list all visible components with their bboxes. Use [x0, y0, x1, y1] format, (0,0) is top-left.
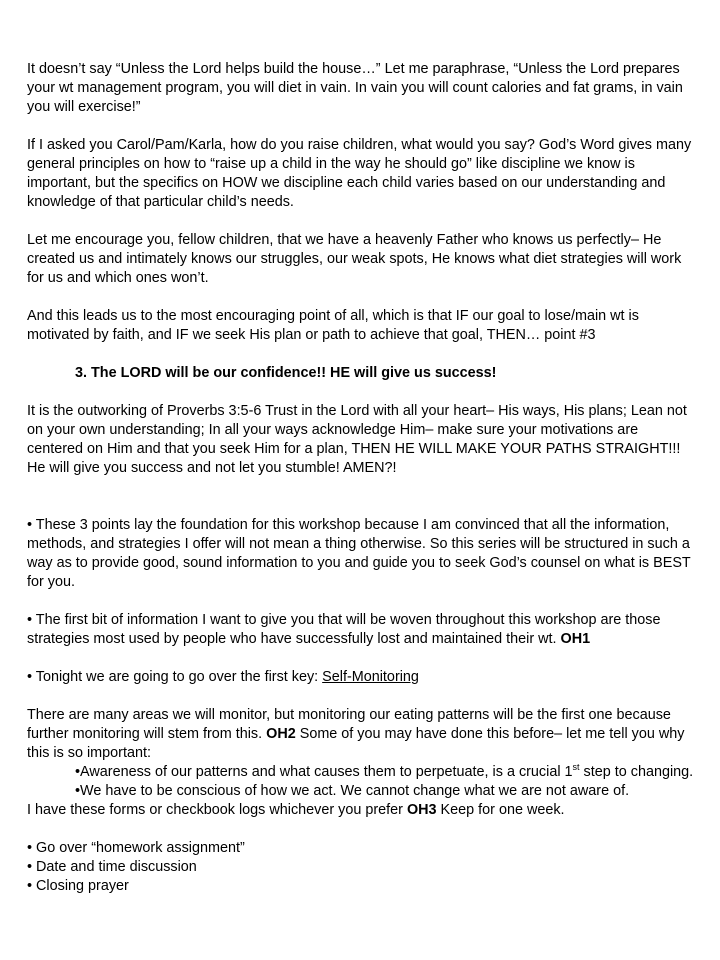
- point-3-heading: 3. The LORD will be our confidence!! HE will give us success!: [75, 365, 497, 381]
- overhead-ref-oh3: OH3: [406, 802, 437, 818]
- paragraph-unless-the-lord: It doesn’t say “Unless the Lord helps build the house…” Let me paraphrase, “Unless the Lord prepares your wt management program, you will diet in vain. In vain you will count calories and fat grams, in vain you will exercise!”: [27, 61, 683, 115]
- bullet-first-key: • Tonight we are going to go over the first key: Self-Monitoring: [27, 669, 419, 685]
- paragraph-raise-children: If I asked you Carol/Pam/Karla, how do you raise children, what would you say? God’s Word gives many general principles on how to “raise up a child in the way he should go” like discipline we know is important, but the specifics on HOW we discipline each child varies based on our understanding and knowledge of that particular child’s needs.: [27, 137, 692, 210]
- paragraph-heavenly-father: Let me encourage you, fellow children, that we have a heavenly Father who knows us perfectly– He created us and intimately knows our struggles, our weak spots, He knows what diet strategies will work for us and which ones won’t.: [27, 232, 682, 286]
- sub-bullet-conscious: •We have to be conscious of how we act. We cannot change what we are not aware of.: [75, 783, 630, 799]
- paragraph-forms: I have these forms or checkbook logs whichever you prefer OH3 Keep for one week.: [27, 802, 565, 818]
- bullet-first-information: • The first bit of information I want to give you that will be woven throughout this workshop are those strategies most used by people who have successfully lost and maintained their wt. OH1: [27, 612, 661, 647]
- sub-bullet-awareness: •Awareness of our patterns and what causes them to perpetuate, is a crucial 1st step to changing.: [75, 762, 694, 780]
- paragraph-monitor-areas: There are many areas we will monitor, but monitoring our eating patterns will be the first one because further monitoring will stem from this. OH2 Some of you may have done this before– let me tell you why this is so important:: [27, 707, 685, 761]
- document-page: [27, 60, 697, 896]
- list-item-closing-prayer: • Closing prayer: [27, 878, 129, 894]
- paragraph-proverbs: It is the outworking of Proverbs 3:5-6 Trust in the Lord with all your heart– His ways, His plans; Lean not on your own understanding; In all your ways acknowledge Him– make sure your motivations are centered on Him and that you seek Him for a plan, THEN HE WILL MAKE YOUR PATHS STRAIGHT!!! He will give you success and not let you stumble! AMEN?!: [27, 403, 687, 476]
- bullet-three-points: • These 3 points lay the foundation for this workshop because I am convinced that all the information, methods, and strategies I offer will not mean a thing otherwise. So this series will be structured in such a way as to provide good, sound information to you and guide you to seek God’s counsel on what is BEST for you.: [27, 517, 691, 590]
- paragraph-encouraging-point: And this leads us to the most encouraging point of all, which is that IF our goal to lose/main wt is motivated by faith, and IF we seek His plan or path to achieve that goal, THEN… point #3: [27, 308, 639, 343]
- list-item-homework: • Go over “homework assignment”: [27, 840, 245, 856]
- overhead-ref-oh1: OH1: [560, 631, 591, 647]
- list-item-date-time: • Date and time discussion: [27, 859, 197, 875]
- key-self-monitoring: Self-Monitoring: [322, 669, 419, 685]
- overhead-ref-oh2: OH2: [266, 726, 296, 742]
